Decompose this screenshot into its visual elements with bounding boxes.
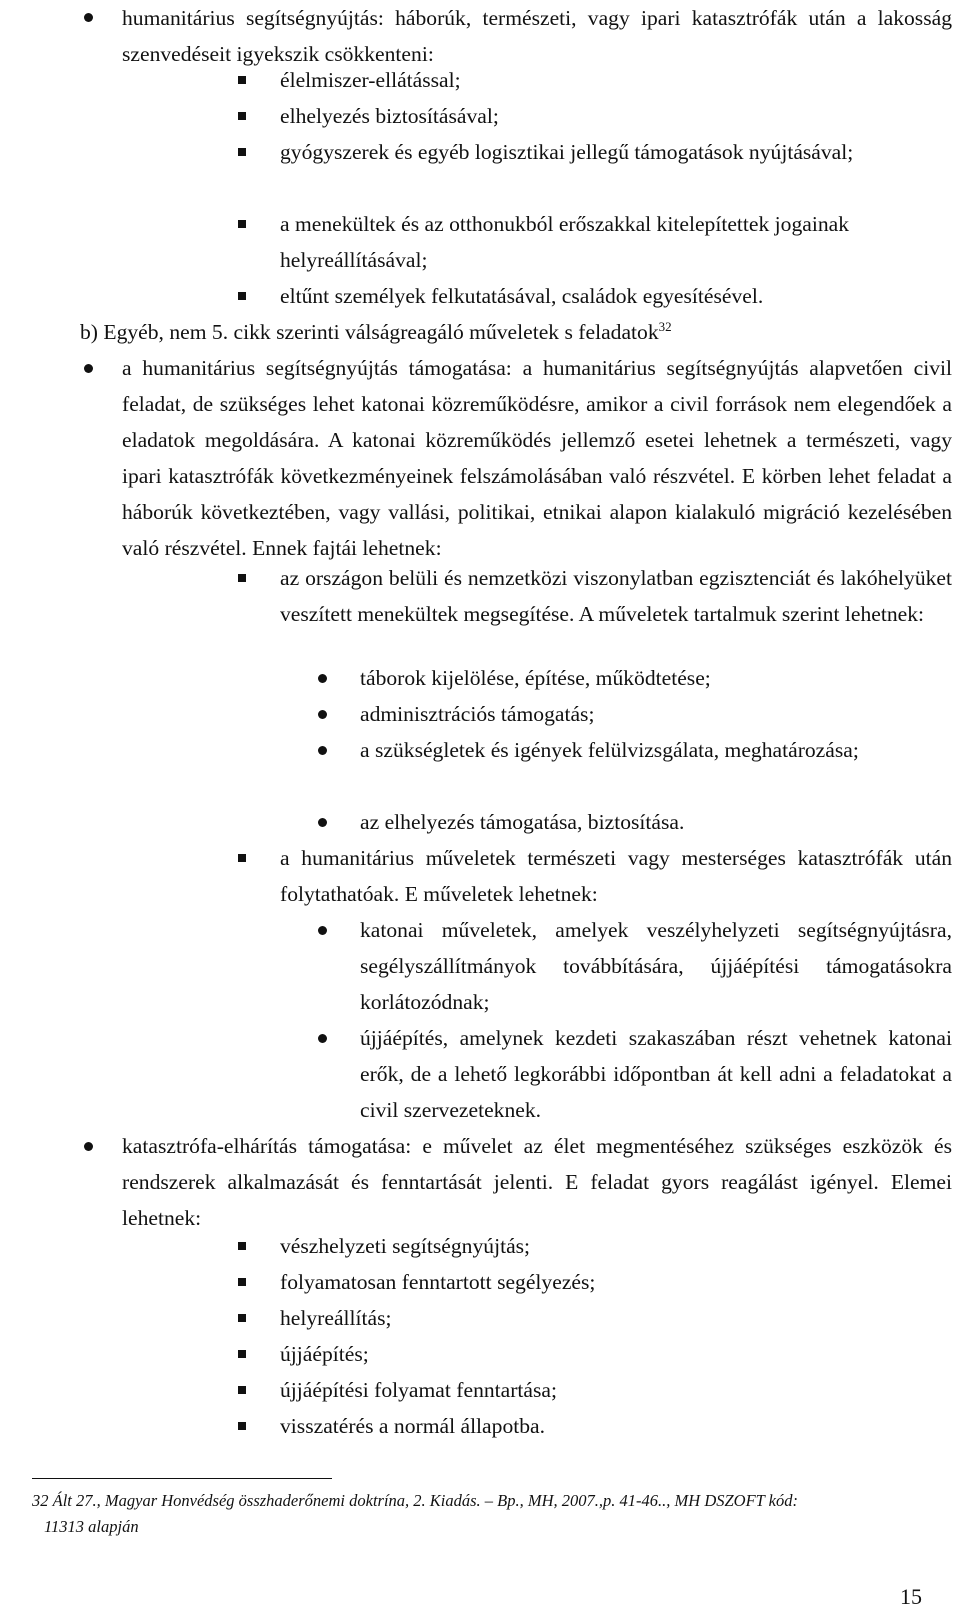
list-item: helyreállítás; <box>280 1306 392 1330</box>
bullet-square-icon <box>238 292 246 300</box>
list-item: újjáépítés, amelynek kezdeti szakaszában részt vehetnek katonai erők, de a lehető legkorábbi időpontban át kell adni a feladatokat a civil szervezeteknek. <box>360 1026 952 1122</box>
section-heading-text: b) Egyéb, nem 5. cikk szerinti válságreagáló műveletek s feladatok <box>80 320 659 344</box>
page-number: 15 <box>900 1584 922 1609</box>
footnote-ref: 32 <box>658 318 672 334</box>
bullet-square-icon <box>238 148 246 156</box>
bullet-dot-icon <box>318 746 327 755</box>
list-item: a menekültek és az otthonukból erőszakkal kitelepítettek jogainak helyreállításával; <box>280 212 850 272</box>
list-item: folyamatosan fenntartott segélyezés; <box>280 1270 596 1294</box>
list-item: gyógyszerek és egyéb logisztikai jellegű támogatások nyújtásával; <box>280 140 854 164</box>
bullet-square-icon <box>238 574 246 582</box>
list-item: az országon belüli és nemzetközi viszonylatban egzisztenciát és lakóhelyüket veszített menekültek megsegítése. A műveletek tartalmuk szerint lehetnek: <box>280 566 952 626</box>
list-item: élelmiszer-ellátással; <box>280 68 461 92</box>
bullet-square-icon <box>238 220 246 228</box>
bullet-square-icon <box>238 1242 246 1250</box>
list-item: vészhelyzeti segítségnyújtás; <box>280 1234 531 1258</box>
list-item: katasztrófa-elhárítás támogatása: e művelet az élet megmentéséhez szükséges eszközök és rendszerek alkalmazását és fenntartását jelenti. E feladat gyors reagálást igényel. Elemei lehetnek: <box>122 1134 952 1230</box>
footnote-divider <box>32 1478 332 1479</box>
bullet-square-icon <box>238 1278 246 1286</box>
footnote <box>32 1488 960 1540</box>
list-item: újjáépítés; <box>280 1342 369 1366</box>
bullet-square-icon <box>238 76 246 84</box>
list-item: elhelyezés biztosításával; <box>280 104 499 128</box>
list-item: visszatérés a normál állapotba. <box>280 1414 546 1438</box>
section-heading <box>80 314 952 350</box>
list-item: újjáépítési folyamat fenntartása; <box>280 1378 558 1402</box>
list-item: a humanitárius műveletek természeti vagy mesterséges katasztrófák után folytathatóak. E műveletek lehetnek: <box>280 846 952 906</box>
bullet-square-icon <box>238 1350 246 1358</box>
list-item: katonai műveletek, amelyek veszélyhelyzeti segítségnyújtásra, segélyszállítmányok továbbítására, újjáépítési támogatásokra korlátozódnak; <box>360 918 952 1014</box>
list-item: a humanitárius segítségnyújtás támogatása: a humanitárius segítségnyújtás alapvetően civil feladat, de szükséges lehet katonai közreműködésre, amikor a civil források nem elegendőek a eladatok megoldására. A katonai közreműködés jellemző esetei lehetnek a természeti, vagy ipari katasztrófák következményeinek felszámolásában való részvétel. E körben lehet feladat a háborúk következtében, vagy vallási, politikai, etnikai alapon kialakuló migráció kezelésében való részvétel. Ennek fajtái lehetnek: <box>122 356 952 560</box>
bullet-dot-icon <box>318 710 327 719</box>
bullet-dot-icon <box>84 364 93 373</box>
bullet-dot-icon <box>84 13 93 22</box>
bullet-square-icon <box>238 854 246 862</box>
list-item: az elhelyezés támogatása, biztosítása. <box>360 810 685 834</box>
bullet-square-icon <box>238 1314 246 1322</box>
footnote-line: 32 Ált 27., Magyar Honvédség összhaderőnemi doktrína, 2. Kiadás. – Bp., MH, 2007.,p. 41-46.., MH DSZOFT kód: <box>32 1491 798 1510</box>
list-item: táborok kijelölése, építése, működtetése; <box>360 666 711 690</box>
bullet-dot-icon <box>318 674 327 683</box>
bullet-square-icon <box>238 112 246 120</box>
bullet-square-icon <box>238 1386 246 1394</box>
bullet-dot-icon <box>318 926 327 935</box>
list-item: adminisztrációs támogatás; <box>360 702 595 726</box>
bullet-dot-icon <box>318 1034 327 1043</box>
bullet-square-icon <box>238 1422 246 1430</box>
footnote-line: 11313 alapján <box>44 1517 139 1536</box>
bullet-dot-icon <box>318 818 327 827</box>
list-item: a szükségletek és igények felülvizsgálata, meghatározása; <box>360 738 859 762</box>
list-item: eltűnt személyek felkutatásával, családok egyesítésével. <box>280 284 764 308</box>
bullet-dot-icon <box>84 1142 93 1151</box>
list-item: humanitárius segítségnyújtás: háborúk, természeti, vagy ipari katasztrófák után a lakosság szenvedéseit igyekszik csökkenteni: <box>122 6 952 66</box>
